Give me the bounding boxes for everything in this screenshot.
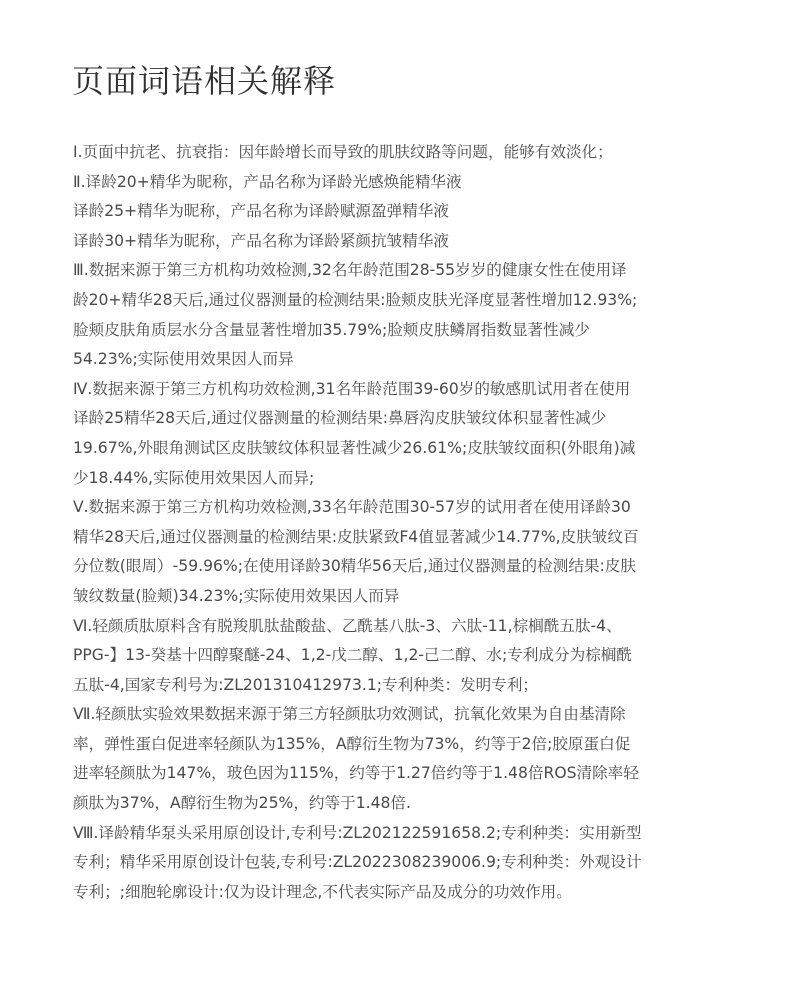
note-line: Ⅵ.轻颜质肽原料含有脱羧肌肽盐酸盐、乙酰基八肽-3、六肽-11,棕榈酰五肽-4、 <box>73 616 622 635</box>
note-line: Ⅰ.页面中抗老、抗衰指：因年龄增长而导致的肌肤纹路等问题，能够有效淡化； <box>73 143 613 161</box>
note-line: 五肽-4,国家专利号为:ZL201310412973.1;专利种类：发明专利； <box>73 675 539 694</box>
note-line: 19.67%,外眼角测试区皮肤皱纹体积显著性减少26.61%;皮肤皱纹面积(外眼角)减 <box>73 438 636 457</box>
note-line: Ⅲ.数据来源于第三方机构功效检测,32名年龄范围28-55岁岁的健康女性在使用译 <box>73 261 627 280</box>
note-line: 龄20+精华28天后,通过仪器测量的检测结果:脸颊皮肤光泽度显著性增加12.93%; <box>73 290 638 309</box>
note-viii <box>73 819 718 908</box>
note-line: 分位数(眼周）-59.96%;在使用译龄30精华56天后,通过仪器测量的检测结果:皮肤 <box>73 557 636 576</box>
note-vi <box>73 612 718 701</box>
note-line: 脸颊皮肤角质层水分含量显著性增加35.79%;脸颊皮肤鳞屑指数显著性减少 <box>73 320 590 339</box>
note-line: 译龄30+精华为昵称，产品名称为译龄紧颜抗皱精华液 <box>73 231 449 250</box>
note-v <box>73 493 718 611</box>
note-line: 专利；;细胞轮廓设计:仅为设计理念,不代表实际产品及成分的功效作用。 <box>73 882 572 901</box>
note-line: 精华28天后,通过仪器测量的检测结果:皮肤紧致F4值显著减少14.77%,皮肤皱纹百 <box>73 527 639 546</box>
note-line: 译龄25+精华为昵称，产品名称为译龄赋源盈弹精华液 <box>73 202 449 221</box>
note-line: 少18.44%,实际使用效果因人而异; <box>73 468 315 487</box>
note-line: 进率轻颜肽为147%，玻色因为115%，约等于1.27倍约等于1.48倍ROS清除率轻 <box>73 764 639 783</box>
notes-body <box>73 138 718 907</box>
note-line: Ⅱ.译龄20+精华为昵称，产品名称为译龄光感焕能精华液 <box>73 172 462 191</box>
note-line: 率，弹性蛋白促进率轻颜队为135%，A醇衍生物为73%，约等于2倍;胶原蛋白促 <box>73 734 631 753</box>
note-line: Ⅷ.译龄精华泵头采用原创设计,专利号:ZL202122591658.2;专利种类：实用新型 <box>73 823 642 842</box>
note-line: 54.23%;实际使用效果因人而异 <box>73 350 294 369</box>
note-line: 皱纹数量(脸颊)34.23%;实际使用效果因人而异 <box>73 586 400 605</box>
note-i <box>73 138 718 168</box>
note-ii <box>73 168 718 257</box>
note-iv <box>73 375 718 493</box>
note-line: Ⅶ.轻颜肽实验效果数据来源于第三方轻颜肽功效测试，抗氧化效果为自由基清除 <box>73 705 626 724</box>
note-line: Ⅴ.数据来源于第三方机构功效检测,33名年龄范围30-57岁的试用者在使用译龄30 <box>73 498 631 517</box>
note-line: PPG-】13-癸基十四醇聚醚-24、1,2-戊二醇、1,2-己二醇、水;专利成分为棕榈酰 <box>73 646 632 665</box>
note-line: Ⅳ.数据来源于第三方机构功效检测,31名年龄范围39-60岁的敏感肌试用者在使用 <box>73 379 631 398</box>
note-line: 译龄25精华28天后,通过仪器测量的检测结果:鼻唇沟皮肤皱纹体积显著性减少 <box>73 409 607 428</box>
note-vii <box>73 700 718 818</box>
note-line: 颜肽为37%，A醇衍生物为25%，约等于1.48倍. <box>73 794 411 813</box>
note-iii <box>73 256 718 374</box>
page-title: 页面词语相关解释 <box>72 62 337 100</box>
note-line: 专利；精华采用原创设计包装,专利号:ZL2022308239006.9;专利种类：外观设计 <box>73 853 642 872</box>
